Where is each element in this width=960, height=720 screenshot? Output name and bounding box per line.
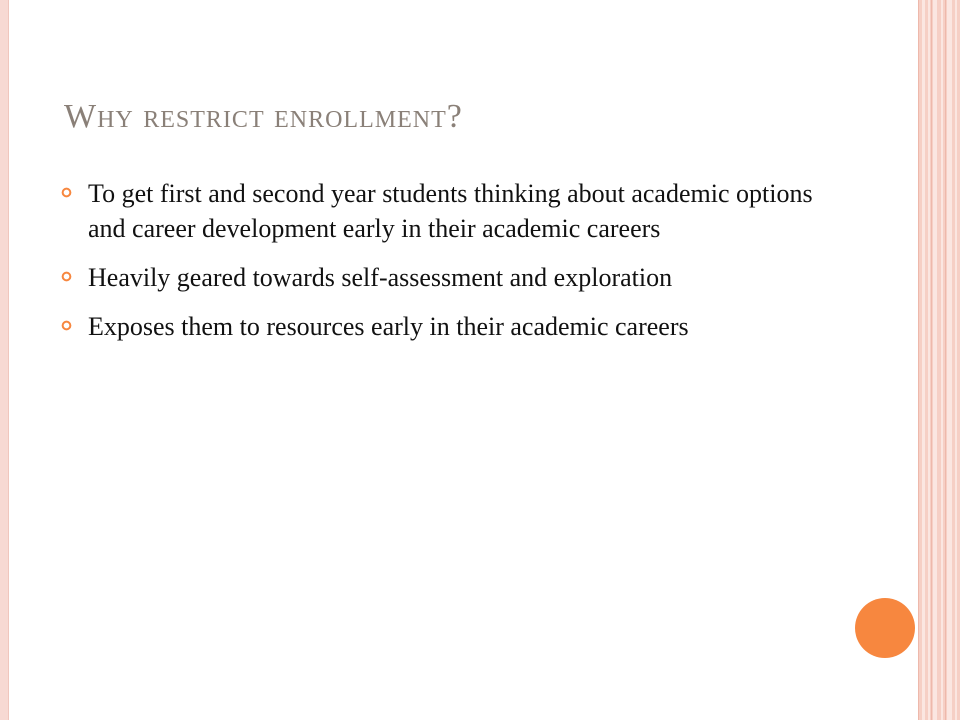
stripe-line: [918, 0, 919, 720]
bullet-list: [58, 176, 848, 358]
stripe: [947, 0, 952, 720]
stripe: [941, 0, 943, 720]
bullet-text: Heavily geared towards self-assessment and exploration: [88, 263, 673, 292]
bullet-item: [58, 309, 848, 344]
bullet-item: [58, 176, 848, 246]
slide-title: Why restrict enrollment?: [64, 98, 463, 135]
stripe-line: [945, 0, 946, 720]
bullet-item: [58, 260, 848, 295]
bullet-text: To get first and second year students thinking about academic options and career development early in their academic careers: [88, 179, 813, 243]
stripe: [933, 0, 937, 720]
stripe: [922, 0, 925, 720]
left-border-decoration: [0, 0, 9, 720]
stripe: [955, 0, 957, 720]
stripe: [928, 0, 930, 720]
stripe-line: [931, 0, 932, 720]
ring-bullet-icon: [61, 320, 72, 331]
ring-bullet-icon: [61, 271, 72, 282]
orange-circle-decoration: [855, 598, 915, 658]
ring-bullet-icon: [61, 187, 72, 198]
bullet-text: Exposes them to resources early in their academic careers: [88, 312, 689, 341]
